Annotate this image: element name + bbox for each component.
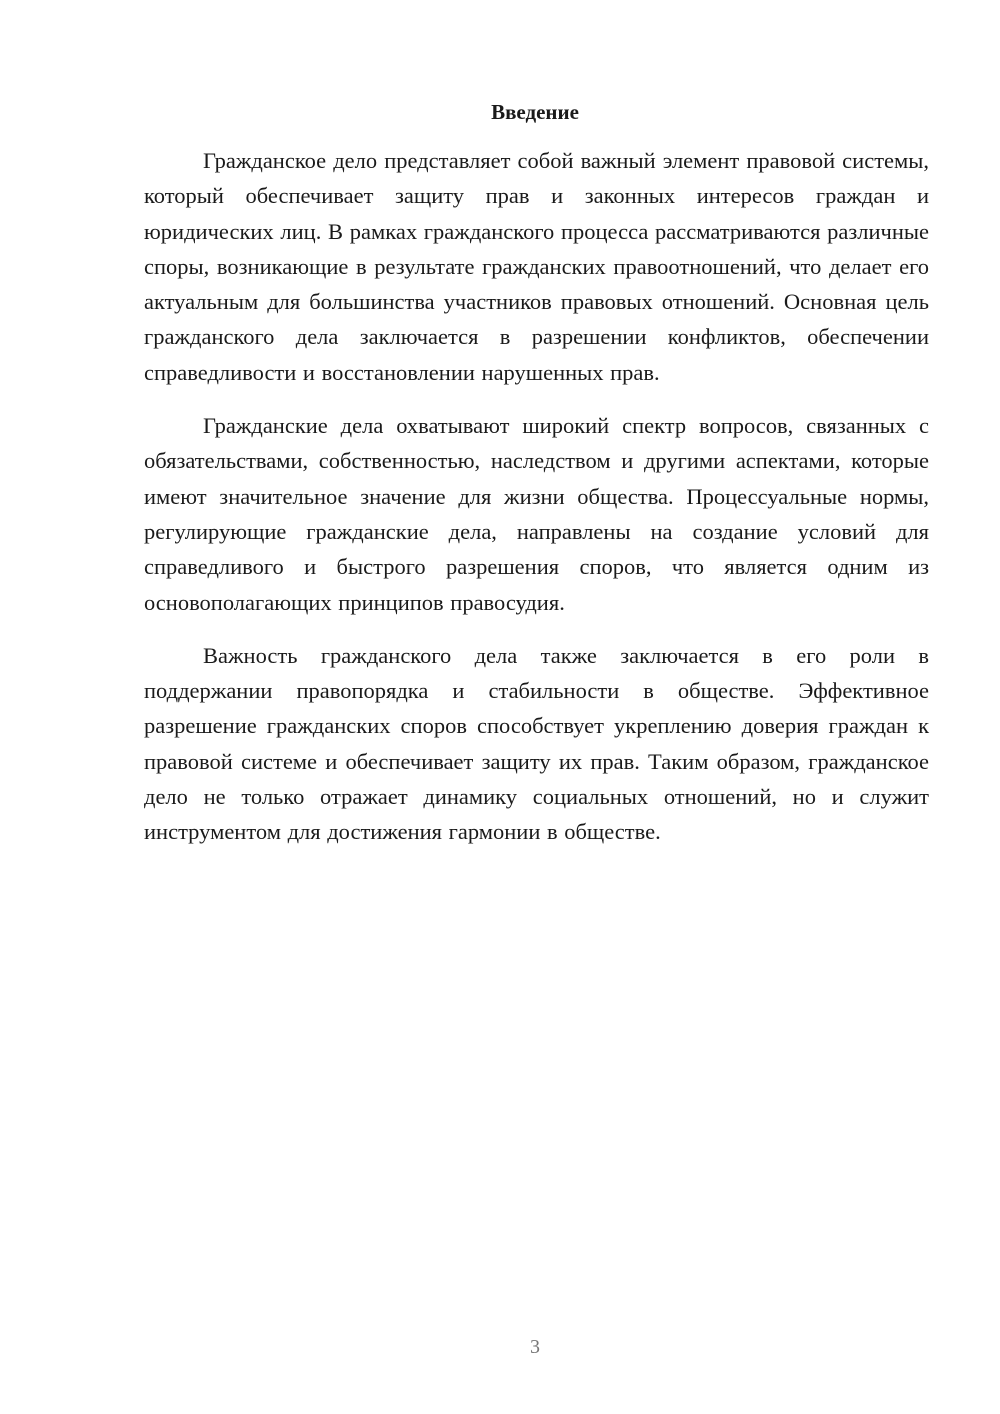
paragraph-3: Важность гражданского дела также заключается в его роли в поддержании правопорядка и стабильности в обществе. Эффективное разрешение гражданских споров способствует укреплению доверия граждан к правовой системе и обеспечивает защиту их прав. Таким образом, гражданское дело не только отражает динамику социальных отношений, но и служит инструментом для достижения гармонии в обществе. <box>144 642 929 845</box>
page-number: 3 <box>530 1336 540 1358</box>
document-body <box>144 143 929 868</box>
section-title: Введение <box>491 100 579 124</box>
paragraph-2: Гражданские дела охватывают широкий спектр вопросов, связанных с обязательствами, собственностью, наследством и другими аспектами, которые имеют значительное значение для жизни общества. Процессуальные нормы, регулирующие гражданские дела, направлены на создание условий для справедливого и быстрого разрешения споров, что является одним из основополагающих принципов правосудия. <box>144 413 929 615</box>
paragraph-1: Гражданское дело представляет собой важный элемент правовой системы, который обеспечивает защиту прав и законных интересов граждан и юридических лиц. В рамках гражданского процесса рассматриваются различные споры, возникающие в результате гражданских правоотношений, что делает его актуальным для большинства участников правовых отношений. Основная цель гражданского дела заключается в разрешении конфликтов, обеспечении справедливости и восстановлении нарушенных прав. <box>144 148 929 385</box>
